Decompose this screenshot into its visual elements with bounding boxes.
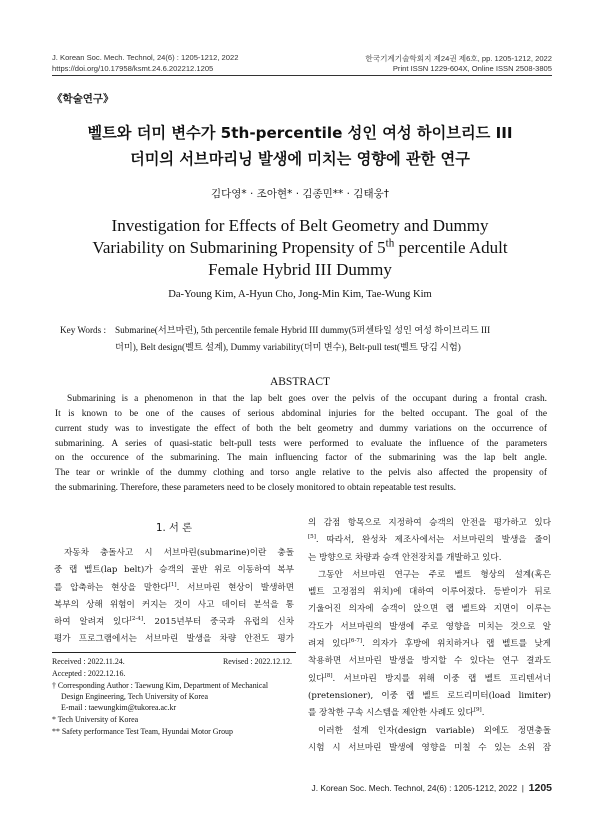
abstract-line: Submarining is a phenomenon in that the lap belt goes over the pelvis of the occupant during a frontal crash.: [67, 394, 547, 404]
authors-ko: 김다영* · 조아현* · 김종민** · 김태웅†: [210, 188, 389, 200]
body-line: 를 압축하는 현상을 말한다[1]. 서브마린 현상이 발생하면: [54, 581, 294, 593]
body-line: 려져 있다[6-7]. 의자가 후방에 위치하거나 랩 벨트를 낮게: [308, 638, 551, 650]
article-category: 《학술연구》: [52, 93, 114, 105]
journal-citation-ko: 한국기계기술학회지 제24권 제6호, pp. 1205-1212, 2022: [365, 54, 552, 63]
body-line: 를 장착한 구속 시스템을 제안한 사례도 있다[9].: [308, 707, 485, 719]
intro-left-column: [54, 545, 294, 649]
keywords-line: Submarine(서브마린), 5th percentile female Hybrid III dummy(5퍼센타일 성인 여성 하이브리드 III: [115, 325, 491, 335]
body-line: 평가 프로그램에서는 서브마린 발생을 차량 안전도 평가: [54, 634, 294, 645]
body-line: [5]. 따라서, 완성차 제조사에서는 서브마린의 발생을 줄이: [308, 534, 551, 546]
title-ko-line2: 더미의 서브마리닝 발생에 미치는 영향에 관한 연구: [130, 150, 470, 168]
corresponding-affiliation: Design Engineering, Tech University of Korea: [61, 692, 208, 701]
body-line: 하여 알려져 있다[2-4]. 2015년부터 중국과 유럽의 신차: [54, 616, 294, 628]
body-line: 각도가 서브마린의 발생에 주로 영향을 미치는 것으로 알: [308, 621, 551, 632]
body-line: 그동안 서브마린 연구는 주로 벨트 형상의 설계(혹은: [318, 569, 551, 580]
affiliation-1: * Tech University of Korea: [52, 715, 139, 724]
issn-line: Print ISSN 1229-604X, Online ISSN 2508-3805: [392, 64, 552, 73]
footer-journal: J. Korean Soc. Mech. Technol, 24(6) : 1205-1212, 2022: [311, 783, 518, 793]
corresponding-author: † Corresponding Author : Taewung Kim, Department of Mechanical: [52, 681, 269, 690]
body-line: 의 감점 항목으로 지정하여 승객의 안전을 평가하고 있다: [308, 518, 551, 528]
body-line: 벨트 고정점의 위치)에 대하여 이루어졌다. 등받이가 뒤로: [308, 587, 551, 598]
abstract-heading: ABSTRACT: [269, 376, 331, 388]
abstract-line: It is known to be one of the causes of serious abdominal injuries for the belted occupant. The goal of the: [55, 408, 547, 419]
body-line: (pretensioner), 이중 랩 벨트 로드리미터(load limiter): [308, 690, 551, 701]
abstract-line: The tear or wrinkle of the dummy clothing and torso angle relative to the pelvis also affected the propensity of: [55, 468, 547, 479]
abstract-line: on the occurence of the submarining. The main influencing factor of the submarining was the lap belt angle.: [55, 453, 547, 464]
journal-citation: J. Korean Soc. Mech. Technol, 24(6) : 1205-1212, 2022: [52, 53, 239, 62]
section-heading-introduction: 1. 서 론: [156, 523, 192, 534]
body-line: 기울어진 의자에 승객이 앉으면 랩 벨트와 지면이 이루는: [308, 604, 551, 615]
affiliation-2: ** Safety performance Test Team, Hyundai Motor Group: [52, 727, 233, 736]
page-footer: J. Korean Soc. Mech. Technol, 24(6) : 1205-1212, 2022 | 1205: [311, 782, 552, 794]
abstract-body: [55, 392, 547, 496]
title-en-line1: Investigation for Effects of Belt Geometry and Dummy: [111, 216, 489, 235]
authors-en: Da-Young Kim, A-Hyun Cho, Jong-Min Kim, Tae-Wung Kim: [168, 289, 432, 300]
keywords-line: 더미), Belt design(벨트 설계), Dummy variability(더미 변수), Belt-pull test(벨트 당김 시험): [115, 342, 461, 352]
keywords: [60, 322, 550, 356]
intro-right-column: [308, 515, 551, 757]
body-line: 시험 시 서브마린 발생에 영향을 미칠 수 있는 소위 잠: [308, 742, 551, 753]
body-line: 착용하면 서브마린 발생을 방지할 수 있다는 연구 결과도: [308, 656, 551, 667]
body-line: 복부의 상해 위험이 커지는 것이 사고 데이터 분석을 통: [54, 599, 294, 610]
keywords-label: Key Words :: [60, 325, 107, 335]
author-email[interactable]: E-mail : taewungkim@tukorea.ac.kr: [61, 703, 177, 712]
title-en-line2: Variability on Submarining Propensity of 5th percentile Adult: [92, 237, 508, 257]
received-date: Received : 2022.11.24. Revised : 2022.12.12.: [52, 657, 292, 666]
title-ko-line1: 벨트와 더미 변수가 5th-percentile 성인 여성 하이브리드 III: [87, 124, 513, 142]
revised-date: Revised : 2022.12.12.: [222, 657, 292, 666]
body-line: 있다[8]. 서브마린 방지를 위해 이중 랩 벨트 프리텐셔너: [308, 672, 551, 684]
page-number: 1205: [528, 782, 552, 794]
body-line: 이러한 설계 인자(design variable) 외에도 정면충돌: [318, 725, 551, 736]
abstract-line: current study was to investigate the effect of both the belt geometry and dummy variations on the occurrence of: [55, 423, 547, 434]
abstract-line: submarining. A series of quasi-static belt-pull tests were performed to evaluate the influence of the parameters: [55, 438, 547, 449]
title-en-line3: Female Hybrid III Dummy: [208, 260, 392, 279]
header-rule: [52, 75, 552, 76]
body-line: 는 방향으로 차량과 승객 안전장치를 개발하고 있다.: [308, 552, 502, 563]
body-line: 중 랩 벨트(lap belt)가 승객의 골반 위로 이동하여 복부: [54, 565, 294, 576]
footnote-rule: [52, 652, 296, 653]
abstract-line: the submarining. Therefore, these parameters need to be closely monitored to obtain repeatable test results.: [55, 483, 456, 494]
accepted-date: Accepted : 2022.12.16.: [52, 669, 126, 678]
doi-link[interactable]: https://doi.org/10.17958/ksmt.24.6.202212.1205: [52, 64, 214, 73]
body-line: 자동차 충돌사고 시 서브마린(submarine)이란 충돌: [64, 548, 294, 558]
